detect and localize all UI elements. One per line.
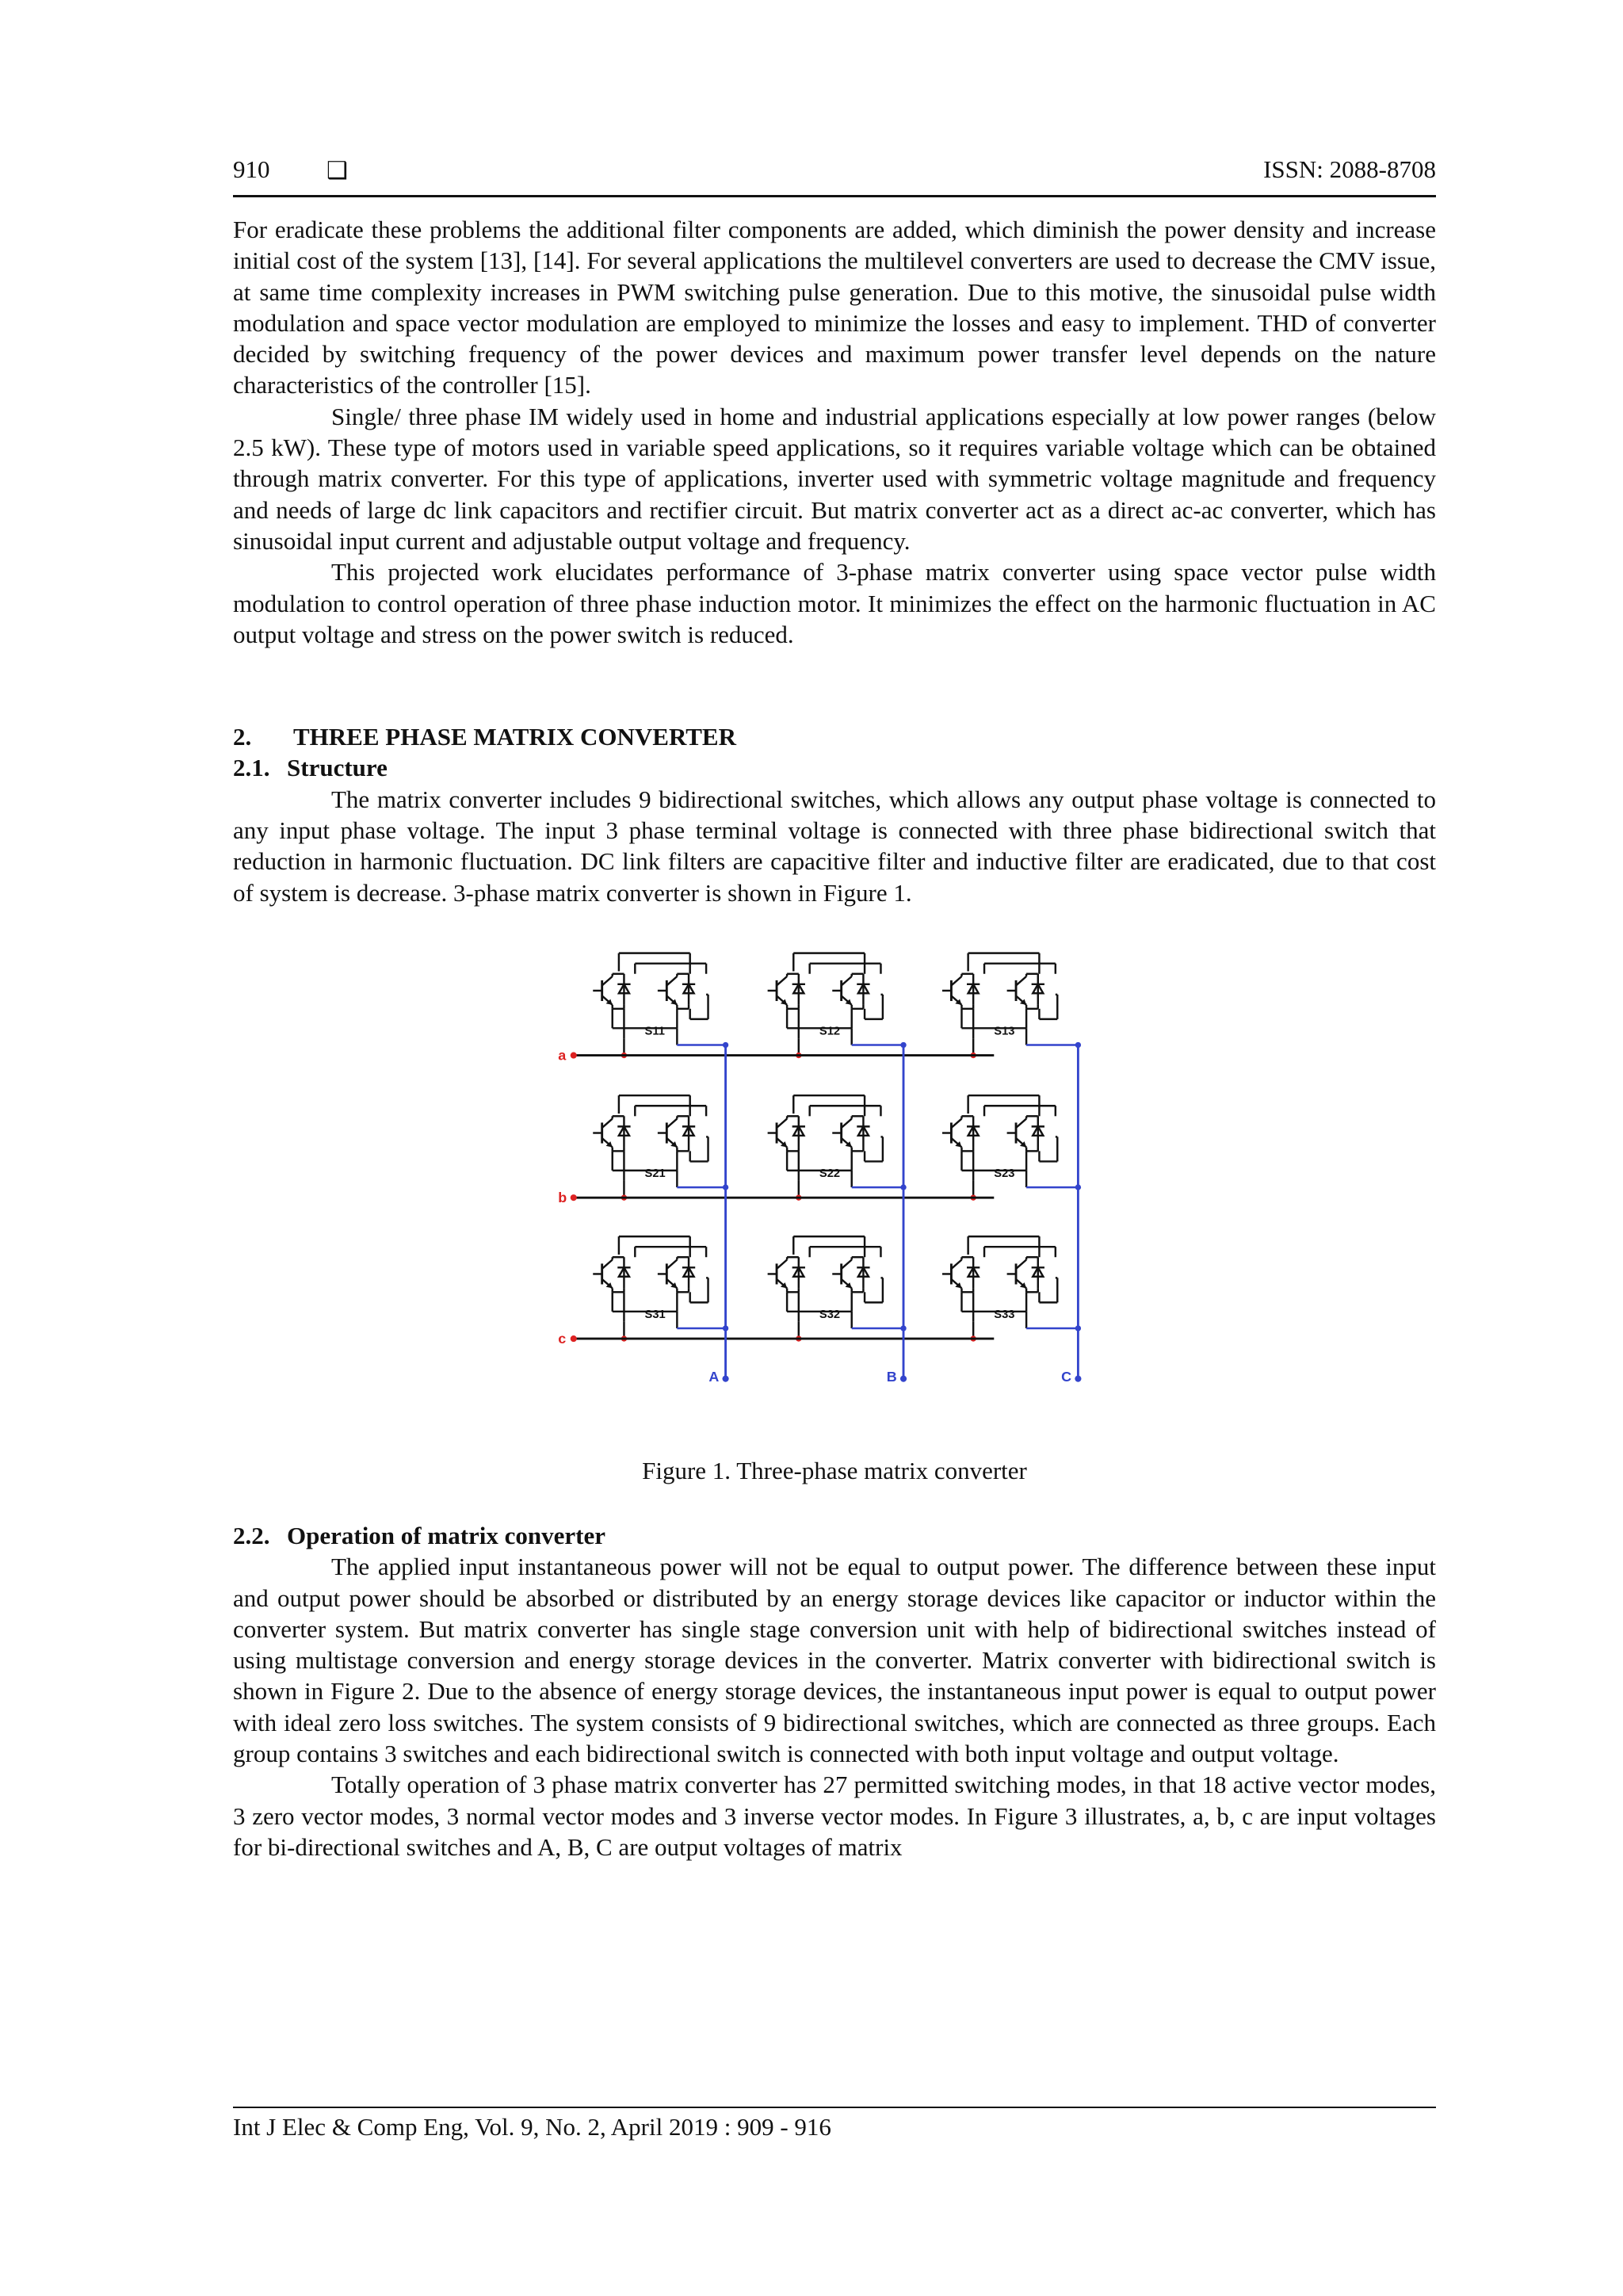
paragraph: Totally operation of 3 phase matrix converter has 27 permitted switching modes, in that 18 active vector modes, 3 zero vector modes, 3 normal vector modes and 3 inverse vector modes. In Figure 3 illustrates, a, b, c are input voltages for bi-directional switches and A, B, C are output voltages of matrix: [233, 1771, 1436, 1861]
switch-label: S12: [819, 1025, 841, 1038]
switch-label: S23: [994, 1167, 1015, 1180]
wire: [666, 1259, 677, 1268]
bidirectional-switch: [768, 953, 907, 1059]
wire: [1016, 1259, 1026, 1268]
paragraph: Single/ three phase IM widely used in home and industrial applications especially at low power ranges (below 2.5 kW). These type of motors used in variable speed applications, so it requires variable voltage which can be obtained through matrix converter. For this type of applications, inverter used with symmetric voltage magnitude and frequency and needs of large dc link capacitors and rectifier circuit. But matrix converter act as a direct ac-ac converter, which has sinusoidal input current and adjustable output voltage and frequency.: [233, 402, 1436, 555]
journal-citation: Int J Elec & Comp Eng, Vol. 9, No. 2, April 2019 : 909 - 916: [233, 2113, 831, 2141]
wire: [842, 1259, 852, 1268]
paragraph: For eradicate these problems the additional filter components are added, which diminish the power density and increase initial cost of the system [13], [14]. For several applications the multilevel converters are used to decrease the CMV issue, at same time complexity increases in PWM switching pulse generation. Due to this motive, the sinusoidal pulse width modulation and space vector modulation are employed to minimize the losses and easy to implement. THD of converter decided by switching frequency of the power devices and maximum power transfer level depends on the nature characteristics of the controller [15].: [233, 216, 1436, 399]
bidirectional-switch: [942, 953, 1081, 1059]
bidirectional-switch: [942, 1236, 1081, 1342]
switch-label: S32: [819, 1308, 841, 1321]
wire: [666, 976, 677, 985]
wire: [951, 976, 961, 985]
input-label: b: [558, 1189, 567, 1205]
bidirectional-switch: [768, 1236, 907, 1342]
switch-label: S13: [994, 1025, 1015, 1038]
bidirectional-switch: [593, 1236, 728, 1342]
switch-label: S33: [994, 1308, 1015, 1321]
switch-label: S21: [644, 1167, 666, 1180]
wire: [602, 1119, 613, 1128]
subsection-heading: 2.2. Operation of matrix converter: [233, 1521, 606, 1549]
paragraph: The applied input instantaneous power will not be equal to output power. The difference between these input and output power should be absorbed or distributed by an energy storage devices like capacitor or inductor within the converter system. But matrix converter has single stage conversion unit with help of bidirectional switches instead of using multistage conversion and energy storage devices in the converter. Matrix converter with bidirectional switch is shown in Figure 2. Due to the absence of energy storage devices, the instantaneous input power is equal to output power with ideal zero loss switches. The system consists of 9 bidirectional switches, which are connected as three groups. Each group contains 3 switches and each bidirectional switch is connected with both input voltage and output voltage.: [233, 1553, 1436, 1768]
wire: [602, 1259, 613, 1268]
output-terminal: [722, 1376, 728, 1382]
switch-label: S11: [644, 1025, 665, 1038]
input-terminal: [571, 1335, 577, 1342]
switch-label: S31: [644, 1308, 666, 1321]
figure-caption: Figure 1. Three-phase matrix converter: [642, 1456, 1027, 1484]
page-footer: [233, 2107, 1436, 2141]
bidirectional-switch: [942, 1095, 1081, 1201]
figure-1: [233, 908, 1436, 1484]
bidirectional-switch: [593, 953, 728, 1059]
switch-label: S22: [819, 1167, 841, 1180]
input-terminal: [571, 1194, 577, 1201]
input-label: c: [558, 1330, 567, 1347]
page-number: 910: [233, 155, 270, 183]
paragraph: This projected work elucidates performance of 3-phase matrix converter using space vector pulse width modulation to control operation of three phase induction motor. It minimizes the effect on the harmonic fluctuation in AC output voltage and stress on the power switch is reduced.: [233, 558, 1436, 648]
output-label: C: [1061, 1368, 1072, 1385]
output-terminal: [900, 1376, 907, 1382]
wire: [777, 1119, 787, 1128]
matrix-converter-diagram: [502, 952, 1143, 1392]
paragraph: The matrix converter includes 9 bidirectional switches, which allows any output phase voltage is connected to any input phase voltage. The input 3 phase terminal voltage is connected with three phase bidirectional switch that reduction in harmonic fluctuation. DC link filters are capacitive filter and inductive filter are eradicated, due to that cost of system is decrease. 3-phase matrix converter is shown in Figure 1.: [233, 785, 1436, 907]
output-label: B: [886, 1368, 897, 1385]
article-body: [233, 214, 1436, 1862]
wire: [1016, 1119, 1026, 1128]
wire: [842, 1119, 852, 1128]
wire: [602, 976, 613, 985]
output-terminal: [1075, 1376, 1081, 1382]
input-terminal: [571, 1052, 577, 1058]
square-bullet-icon: ❑: [327, 158, 348, 184]
wire: [842, 976, 852, 985]
wire: [777, 1259, 787, 1268]
output-label: A: [708, 1368, 720, 1385]
issn: ISSN: 2088-8708: [1263, 155, 1436, 183]
subsection-heading: 2.1. Structure: [233, 754, 388, 782]
wire: [666, 1119, 677, 1128]
wire: [777, 976, 787, 985]
section-heading: 2. THREE PHASE MATRIX CONVERTER: [233, 723, 736, 751]
wire: [951, 1259, 961, 1268]
wire: [1016, 976, 1026, 985]
bidirectional-switch: [593, 1095, 728, 1201]
bidirectional-switch: [768, 1095, 907, 1201]
input-label: a: [558, 1047, 567, 1064]
wire: [951, 1119, 961, 1128]
page-header: [233, 155, 1436, 197]
